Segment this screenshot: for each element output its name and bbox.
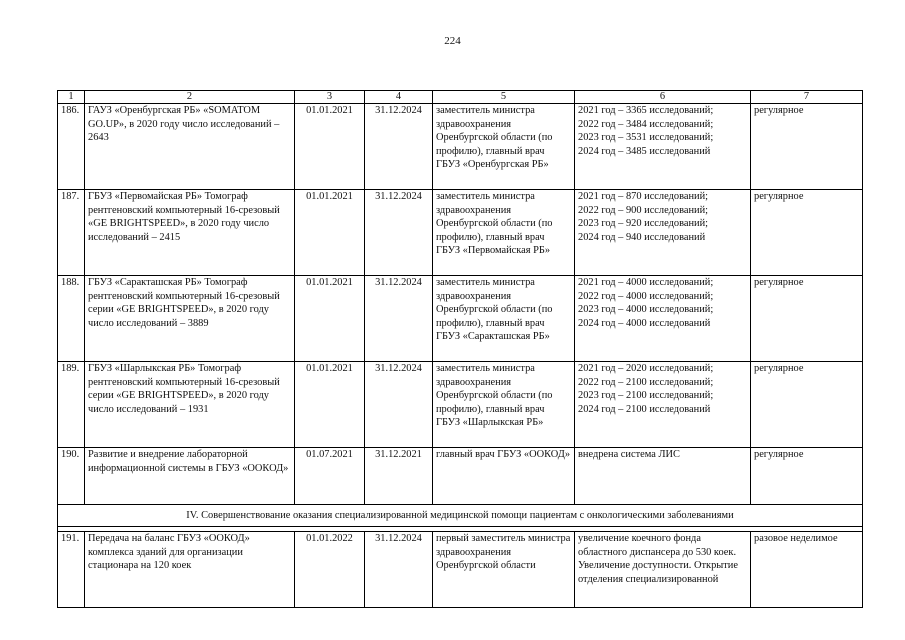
responsible: первый заместитель министра здравоохранения Оренбургской области [433, 532, 575, 608]
start-date: 01.01.2021 [295, 276, 365, 362]
expected-result [575, 276, 751, 362]
result-line: 2024 год – 2100 исследований [578, 403, 711, 415]
table-row [58, 532, 863, 608]
page-number: 224 [444, 35, 461, 47]
table-row [58, 190, 863, 276]
column-header: 4 [365, 91, 433, 104]
table-row [58, 104, 863, 190]
responsible: заместитель министра здравоохранения Оренбургской области (по профилю), главный врач ГБУЗ «Оренбургская РБ» [433, 104, 575, 190]
result-line: 2024 год – 940 исследований [578, 231, 706, 243]
column-header: 2 [85, 91, 295, 104]
measures-table [57, 90, 863, 608]
row-number: 186. [58, 104, 85, 190]
start-date: 01.01.2021 [295, 190, 365, 276]
section-heading-row [58, 505, 863, 527]
column-header: 5 [433, 91, 575, 104]
column-header: 7 [751, 91, 863, 104]
measure-type: регулярное [751, 276, 863, 362]
measure-name: ГАУЗ «Оренбургская РБ» «SOMATOM GO.UP», в 2020 году число исследований – 2643 [85, 104, 295, 190]
expected-result [575, 362, 751, 448]
expected-result [575, 104, 751, 190]
row-number: 188. [58, 276, 85, 362]
result-line: 2022 год – 2100 исследований; [578, 376, 714, 388]
measure-type: регулярное [751, 190, 863, 276]
result-line: 2023 год – 3531 исследований; [578, 132, 714, 144]
measure-name: Передача на баланс ГБУЗ «ООКОД» комплекса зданий для организации стационара на 120 коек [85, 532, 295, 608]
table-row [58, 448, 863, 505]
section-title: IV. Совершенствование оказания специализированной медицинской помощи пациентам с онкологическими заболеваниями [58, 505, 863, 527]
result-line: 2023 год – 920 исследований; [578, 218, 709, 230]
end-date: 31.12.2021 [365, 448, 433, 505]
table-row [58, 362, 863, 448]
result-line: 2024 год – 3485 исследований [578, 145, 711, 157]
result-line: 2024 год – 4000 исследований [578, 317, 711, 329]
expected-result: внедрена система ЛИС [575, 448, 751, 505]
measure-type: разовое неделимое [751, 532, 863, 608]
result-line: 2022 год – 4000 исследований; [578, 290, 714, 302]
expected-result [575, 190, 751, 276]
measure-type: регулярное [751, 104, 863, 190]
end-date: 31.12.2024 [365, 532, 433, 608]
measure-type: регулярное [751, 448, 863, 505]
column-header: 6 [575, 91, 751, 104]
start-date: 01.01.2022 [295, 532, 365, 608]
result-line: 2022 год – 900 исследований; [578, 204, 709, 216]
row-number: 190. [58, 448, 85, 505]
row-number: 187. [58, 190, 85, 276]
measure-type: регулярное [751, 362, 863, 448]
result-line: 2022 год – 3484 исследований; [578, 118, 714, 130]
result-line: 2021 год – 870 исследований; [578, 191, 709, 202]
start-date: 01.07.2021 [295, 448, 365, 505]
row-number: 191. [58, 532, 85, 608]
end-date: 31.12.2024 [365, 190, 433, 276]
responsible: заместитель министра здравоохранения Оренбургской области (по профилю), главный врач ГБУЗ «Первомайская РБ» [433, 190, 575, 276]
measure-name: ГБУЗ «Первомайская РБ» Томограф рентгеновский компьютерный 16-срезовый «GE BRIGHTSPEED», в 2020 году число исследований – 2415 [85, 190, 295, 276]
end-date: 31.12.2024 [365, 276, 433, 362]
column-number-row [58, 91, 863, 104]
measure-name: ГБУЗ «Саракташская РБ» Томограф рентгеновский компьютерный 16-срезовый серии «GE BRIGHTSPEED», в 2020 году число исследований – 3889 [85, 276, 295, 362]
start-date: 01.01.2021 [295, 104, 365, 190]
end-date: 31.12.2024 [365, 362, 433, 448]
row-number: 189. [58, 362, 85, 448]
responsible: заместитель министра здравоохранения Оренбургской области (по профилю), главный врач ГБУЗ «Шарлыкская РБ» [433, 362, 575, 448]
result-line: 2023 год – 2100 исследований; [578, 390, 714, 402]
end-date: 31.12.2024 [365, 104, 433, 190]
start-date: 01.01.2021 [295, 362, 365, 448]
result-line: 2021 год – 2020 исследований; [578, 363, 714, 374]
result-line: 2021 год – 4000 исследований; [578, 277, 714, 288]
column-header: 1 [58, 91, 85, 104]
table-row [58, 276, 863, 362]
responsible: главный врач ГБУЗ «ООКОД» [433, 448, 575, 505]
responsible: заместитель министра здравоохранения Оренбургской области (по профилю), главный врач ГБУЗ «Саракташская РБ» [433, 276, 575, 362]
measure-name: Развитие и внедрение лабораторной информационной системы в ГБУЗ «ООКОД» [85, 448, 295, 505]
column-header: 3 [295, 91, 365, 104]
result-line: 2023 год – 4000 исследований; [578, 304, 714, 316]
result-line: 2021 год – 3365 исследований; [578, 105, 714, 116]
measure-name: ГБУЗ «Шарлыкская РБ» Томограф рентгеновский компьютерный 16-срезовый серии «GE BRIGHTSPEED», в 2020 году число исследований – 1931 [85, 362, 295, 448]
expected-result: увеличение коечного фонда областного диспансера до 530 коек. Увеличение доступности. Открытие отделения специализированной [575, 532, 751, 608]
